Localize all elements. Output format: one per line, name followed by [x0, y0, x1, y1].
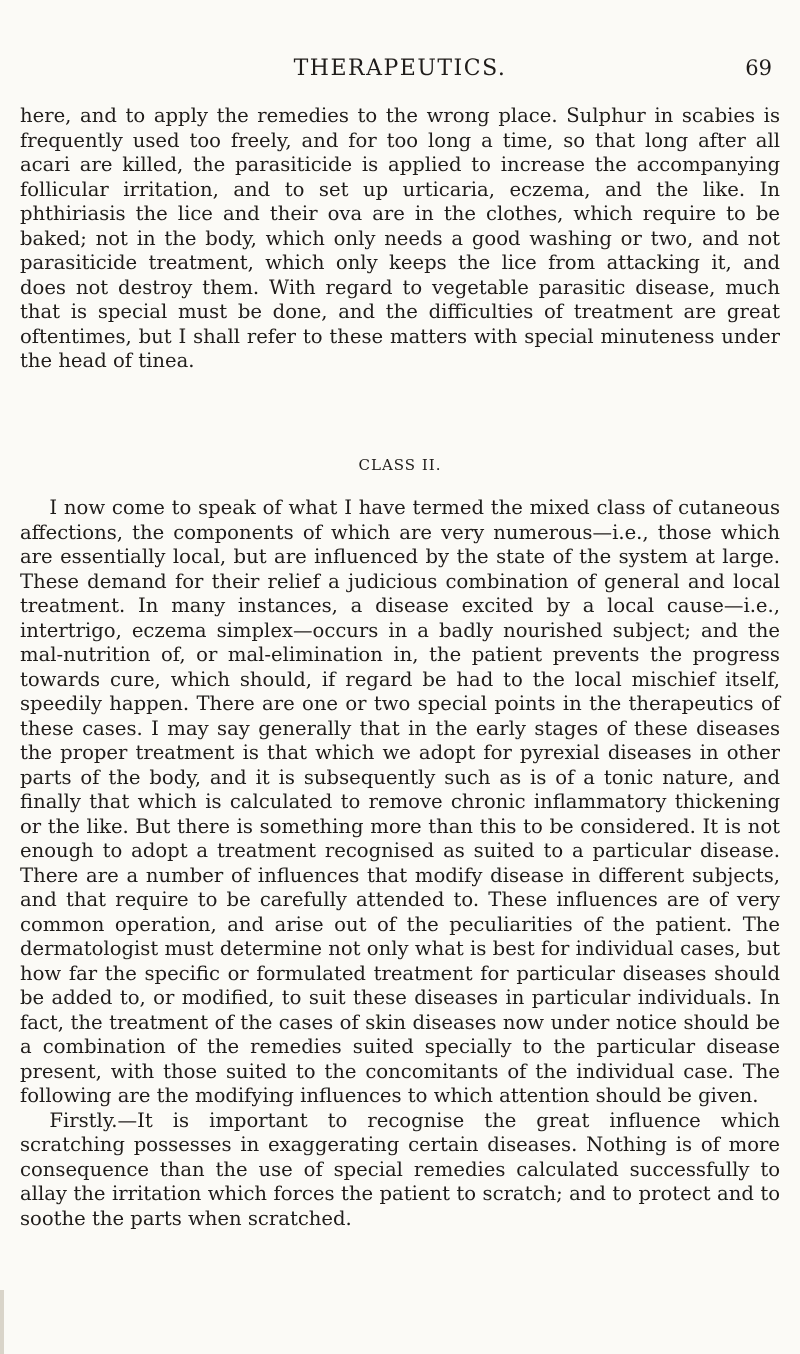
paragraph: I now come to speak of what I have termed the mixed class of cutaneous affections, the components of which are very numerous—i.e., those which are essentially local, but are influenced by the state of the system at large. These demand for their relief a judicious combination of general and local treatment. In many instances, a disease excited by a local cause—i.e., intertrigo, eczema simplex—occurs in a badly nourished subject; and the mal-nutrition of, or mal-elimination in, the patient prevents the progress towards cure, which should, if regard be had to the local mischief itself, speedily happen. There are one or two special points in the therapeutics of these cases. I may say generally that in the early stages of these diseases the proper treatment is that which we adopt for pyrexial diseases in other parts of the body, and it is subsequently such as is of a tonic nature, and finally that which is calculated to remove chronic inflammatory thickening or the like. But there is something more than this to be considered. It is not enough to adopt a treatment recognised as suited to a particular disease. There are a number of influences that modify disease in different subjects, and that require to be carefully attended to. These influences are of very common operation, and arise out of the peculiarities of the patient. The dermatologist must determine not only what is best for individual cases, but how far the specific or formulated treatment for particular diseases should be added to, or modified, to suit these diseases in particular individuals. In fact, the treatment of the cases of skin diseases now under notice should be a combination of the remedies suited specially to the particular disease present, with those suited to the concomitants of the individual case. The following are the modifying influences to which attention should be given.: [20, 496, 780, 1107]
running-head: THERAPEUTICS.: [293, 56, 507, 81]
page-header: [0, 56, 800, 86]
text-block-top: [20, 104, 780, 374]
section-heading: CLASS II.: [358, 456, 442, 474]
page-number: 69: [745, 56, 772, 80]
page-edge-shadow: [0, 1290, 4, 1354]
paragraph: Firstly.—It is important to recognise the great influence which scratching possesses in exaggerating certain diseases. Nothing is of more consequence than the use of special remedies calculated successfully to allay the irritation which forces the patient to scratch; and to protect and to soothe the parts when scratched.: [20, 1108, 780, 1230]
paragraph: here, and to apply the remedies to the wrong place. Sulphur in scabies is frequently used too freely, and for too long a time, so that long after all acari are killed, the parasiticide is applied to increase the accompanying follicular irritation, and to set up urticaria, eczema, and the like. In phthiriasis the lice and their ova are in the clothes, which require to be baked; not in the body, which only needs a good washing or two, and not parasiticide treatment, which only keeps the lice from attacking it, and does not destroy them. With regard to vegetable parasitic disease, much that is special must be done, and the difficulties of treatment are great oftentimes, but I shall refer to these matters with special minuteness under the head of tinea.: [20, 104, 780, 372]
text-block-bottom: [20, 496, 780, 1231]
